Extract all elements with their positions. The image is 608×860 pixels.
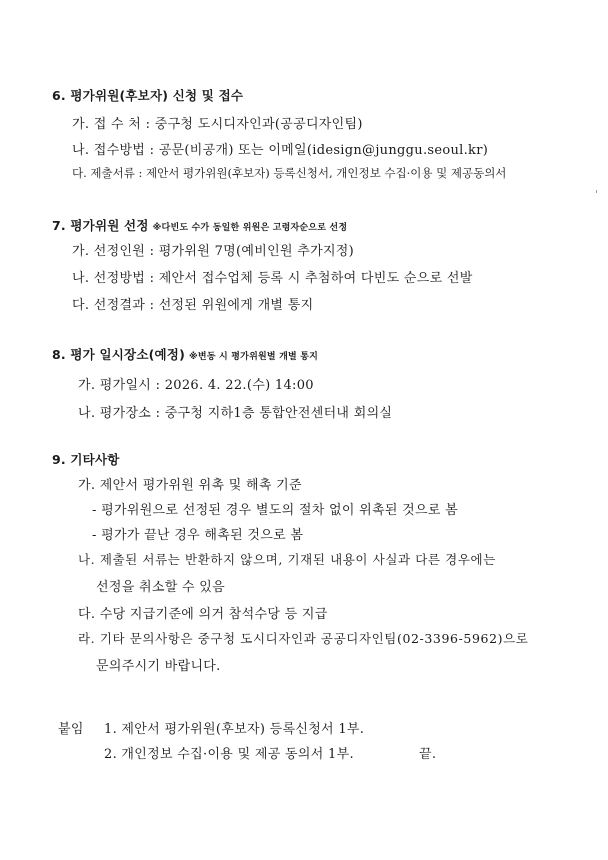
section-7-item-a: 가. 선정인원 : 평가위원 7명(예비인원 추가지정) <box>72 244 355 259</box>
section-7-item-c: 다. 선정결과 : 선정된 위원에게 개별 통지 <box>72 298 314 313</box>
section-7-item-b: 나. 선정방법 : 제안서 접수업체 등록 시 추첨하여 다빈도 순으로 선발 <box>72 271 473 286</box>
section-9-item-a: 가. 제안서 평가위원 위촉 및 해촉 기준 <box>78 478 302 493</box>
attachment-label: 붙임 <box>58 722 84 737</box>
section-9-item-c: 다. 수당 지급기준에 의거 참석수당 등 지급 <box>78 607 328 622</box>
section-9-title <box>52 450 120 468</box>
section-9-item-b-line1: 나. 제출된 서류는 반환하지 않으며, 기재된 내용이 사실과 다른 경우에는 <box>78 552 496 567</box>
section-6-item-a: 가. 접 수 처 : 중구청 도시디자인과(공공디자인팀) <box>72 117 363 132</box>
attachment-item-1: 1. 제안서 평가위원(후보자) 등록신청서 1부. <box>104 722 365 737</box>
section-8-item-a: 가. 평가일시 : 2026. 4. 22.(수) 14:00 <box>78 378 314 393</box>
section-9-item-a1: - 평가위원으로 선정된 경우 별도의 절차 없이 위촉된 것으로 봄 <box>92 503 459 518</box>
section-7-note: ※다빈도 수가 동일한 위원은 고령자순으로 선정 <box>152 223 348 233</box>
section-6-title-text: 6. 평가위원(후보자) 신청 및 접수 <box>52 88 244 103</box>
section-8-note: ※변동 시 평가위원별 개별 통지 <box>188 352 318 362</box>
section-8-title-text: 8. 평가 일시장소(예정) <box>52 347 185 362</box>
scan-edge-mark <box>596 190 597 193</box>
section-9-item-b-line2: 선정을 취소할 수 있음 <box>96 580 226 595</box>
section-6-item-b: 나. 접수방법 : 공문(비공개) 또는 이메일(idesign@junggu.seoul.kr) <box>72 143 489 158</box>
section-9-item-d-line2: 문의주시기 바랍니다. <box>96 659 221 674</box>
document-end-mark: 끝. <box>419 747 437 762</box>
attachment-item-2: 2. 개인정보 수집·이용 및 제공 동의서 1부. <box>104 747 354 762</box>
section-7-title-text: 7. 평가위원 선정 <box>52 218 149 233</box>
section-8-item-b: 나. 평가장소 : 중구청 지하1층 통합안전센터내 회의실 <box>78 406 393 421</box>
section-7-title <box>52 216 347 234</box>
section-9-item-a2: - 평가가 끝난 경우 해촉된 것으로 봄 <box>92 528 304 543</box>
section-9-title-text: 9. 기타사항 <box>52 452 120 467</box>
section-8-title <box>52 345 318 363</box>
section-9-item-d-line1: 라. 기타 문의사항은 중구청 도시디자인과 공공디자인팀(02-3396-5962)으로 <box>78 631 529 646</box>
section-6-item-c: 다. 제출서류 : 제안서 평가위원(후보자) 등록신청서, 개인정보 수집·이용 및 제공동의서 <box>72 166 507 180</box>
section-6-title <box>52 86 243 104</box>
